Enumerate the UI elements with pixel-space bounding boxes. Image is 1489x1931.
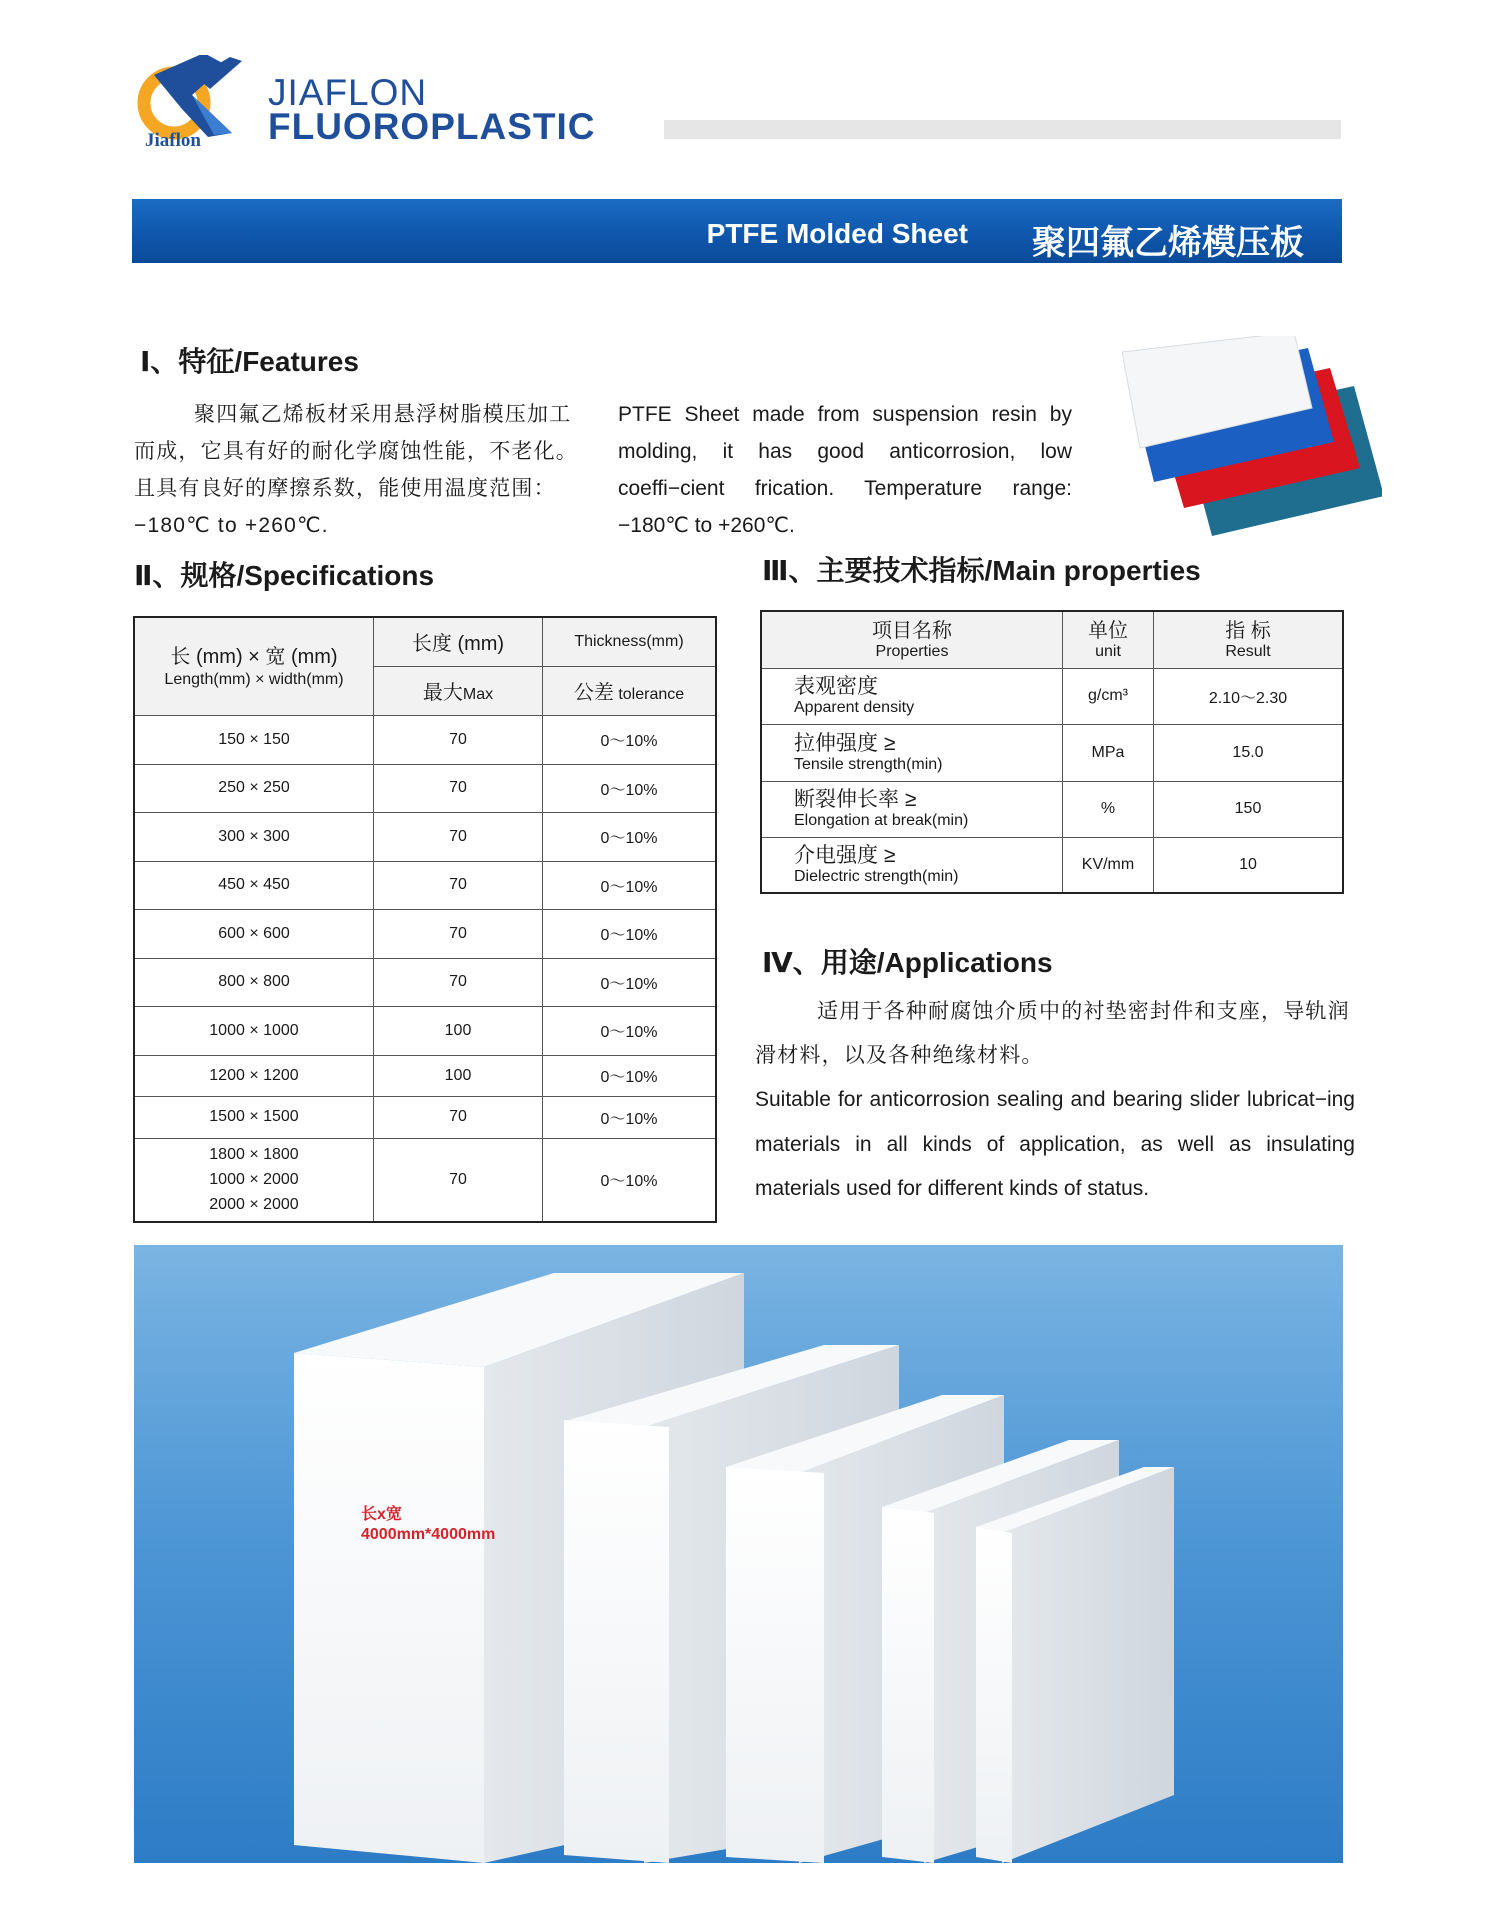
title-en: PTFE Molded Sheet (706, 218, 968, 249)
prop-header-result: 指 标 Result (1154, 611, 1344, 668)
table-row: 1200 × 1200 100 0～10% (134, 1055, 716, 1096)
prop-header-item: 项目名称 Properties (761, 611, 1063, 668)
spec-header-max: 最大Max (374, 666, 543, 715)
applications-heading: Ⅳ、用途/Applications (762, 947, 1053, 978)
features-text-en: PTFE Sheet made from suspension resin by molding, it has good anticorrosion, low coeffi−cient frication. Temperature range: −180℃ to +260℃. (618, 403, 1072, 537)
table-row: 拉伸强度 ≥ Tensile strength(min) MPa 15.0 (761, 724, 1343, 781)
brand-name-line1: JIAFLON (268, 72, 428, 113)
spec-header-size: 长 (mm) × 宽 (mm) Length(mm) × width(mm) (134, 617, 374, 715)
table-row: 800 × 800 70 0～10% (134, 958, 716, 1006)
logo-wordmark: Jiaflon (145, 130, 201, 151)
colored-sheets-image (1122, 336, 1382, 536)
table-row: 600 × 600 70 0～10% (134, 909, 716, 958)
photo-size-label: 长x宽 4000mm*4000mm (361, 1506, 496, 1543)
table-row: 150 × 150 70 0～10% (134, 715, 716, 764)
brand-name-line2: FLUOROPLASTIC (268, 106, 596, 147)
title-bar (132, 199, 1342, 263)
table-row: 1500 × 1500 70 0～10% (134, 1096, 716, 1138)
specifications-table (133, 616, 717, 1223)
spec-header-tolerance: 公差 tolerance (543, 666, 717, 715)
properties-table (760, 610, 1344, 894)
spec-header-length: 长度 (mm) (374, 617, 543, 666)
table-row: 300 × 300 70 0～10% (134, 812, 716, 861)
table-row: 表观密度 Apparent density g/cm³ 2.10～2.30 (761, 668, 1343, 724)
table-row: 250 × 250 70 0～10% (134, 764, 716, 812)
applications-text-en: Suitable for anticorrosion sealing and bearing slider lubricat−ing materials in all kinds of application, as well as insulating materials used for different kinds of status. (755, 1088, 1355, 1200)
features-text-cn: 聚四氟乙烯板材采用悬浮树脂模压加工而成，它具有好的耐化学腐蚀性能，不老化。且具有良好的摩擦系数，能使用温度范围：−180℃ to +260℃. (134, 403, 578, 537)
properties-heading: Ⅲ、主要技术指标/Main properties (762, 555, 1201, 586)
ptfe-blocks-photo (134, 1245, 1343, 1863)
specifications-heading: Ⅱ、规格/Specifications (134, 560, 435, 591)
prop-header-unit: 单位 unit (1063, 611, 1154, 668)
applications-text-cn: 适用于各种耐腐蚀介质中的衬垫密封件和支座，导轨润滑材料，以及各种绝缘材料。 (755, 1000, 1350, 1067)
table-row: 断裂伸长率 ≥ Elongation at break(min) % 150 (761, 781, 1343, 837)
table-row: 介电强度 ≥ Dielectric strength(min) KV/mm 10 (761, 837, 1343, 893)
header-divider (664, 120, 1341, 139)
spec-header-thickness: Thickness(mm) (543, 617, 717, 666)
features-heading: Ⅰ、特征/Features (140, 346, 359, 377)
ptfe-blocks-illustration (134, 1245, 1343, 1863)
table-row: 450 × 450 70 0～10% (134, 861, 716, 909)
table-row: 1800 × 1800 1000 × 2000 2000 × 2000 70 0～10% (134, 1138, 716, 1222)
table-row: 1000 × 1000 100 0～10% (134, 1006, 716, 1055)
title-cn: 聚四氟乙烯模压板 (1032, 224, 1304, 262)
